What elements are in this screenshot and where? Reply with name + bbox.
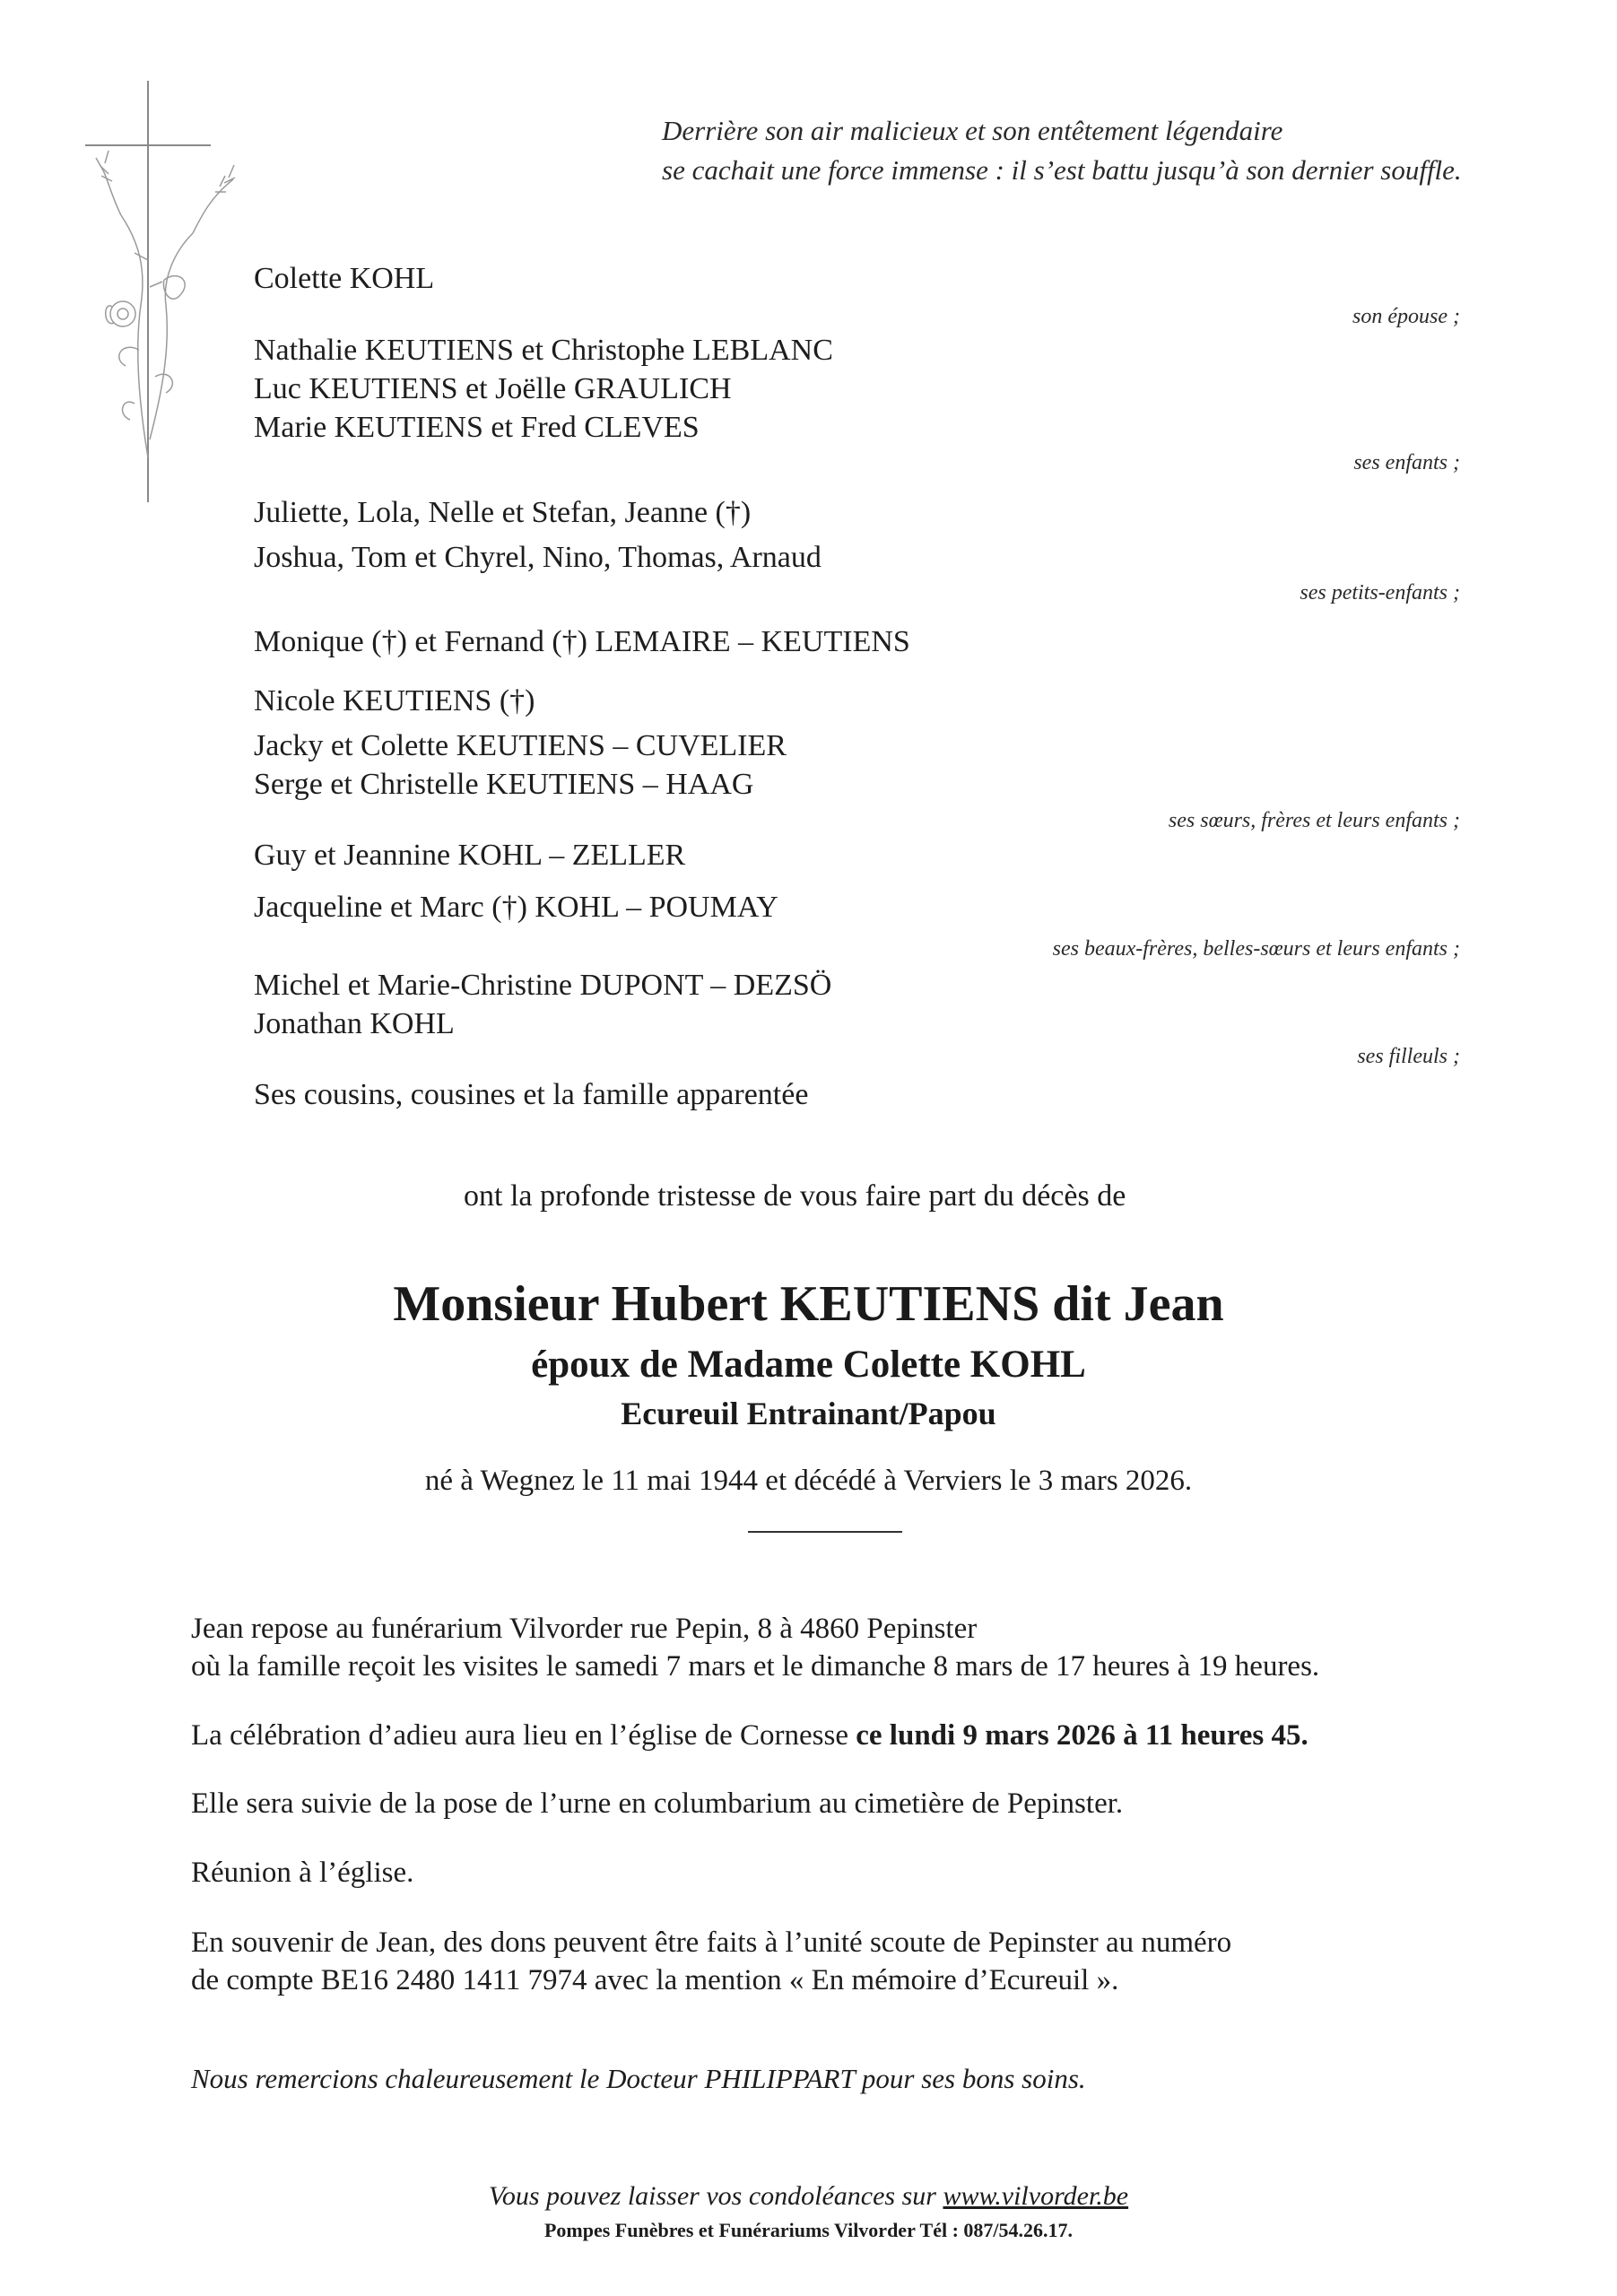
reunion-line: Réunion à l’église.: [191, 1857, 414, 1889]
thanks-line: Nous remercions chaleureusement le Docteur PHILIPPART pour ses bons soins.: [191, 2063, 1086, 2094]
quote-line-2: se cachait une force immense : il s’est battu jusqu’à son dernier souffle.: [662, 154, 1462, 186]
deceased-name: Monsieur Hubert KEUTIENS dit Jean: [393, 1276, 1224, 1332]
donation-line-1: En souvenir de Jean, des dons peuvent être faits à l’unité scoute de Pepinster au numéro: [191, 1926, 1232, 1959]
celebration-text: La célébration d’adieu aura lieu en l’église de Cornesse: [191, 1719, 856, 1752]
inlaw-2: Jacqueline et Marc (†) KOHL – POUMAY: [254, 891, 778, 924]
condolences-line: [0, 2181, 1617, 2212]
quote-line-1: Derrière son air malicieux et son entêtement légendaire: [662, 115, 1283, 146]
godchildren-role: ses filleuls ;: [1357, 1045, 1460, 1068]
godchild-1: Michel et Marie-Christine DUPONT – DEZSÖ: [254, 969, 832, 1002]
child-1: Nathalie KEUTIENS et Christophe LEBLANC: [254, 334, 833, 367]
inlaws-role: ses beaux-frères, belles-sœurs et leurs enfants ;: [1052, 937, 1460, 961]
grandchildren-1: Juliette, Lola, Nelle et Stefan, Jeanne (†): [254, 496, 752, 529]
child-2: Luc KEUTIENS et Joëlle GRAULICH: [254, 372, 732, 405]
celebration-date: ce lundi 9 mars 2026 à 11 heures 45.: [856, 1719, 1308, 1752]
columbarium-line: Elle sera suivie de la pose de l’urne en columbarium au cimetière de Pepinster.: [191, 1787, 1124, 1820]
grandchildren-role: ses petits-enfants ;: [1300, 581, 1460, 604]
repose-line-1: Jean repose au funérarium Vilvorder rue Pepin, 8 à 4860 Pepinster: [191, 1613, 978, 1645]
deceased-spouse-line: époux de Madame Colette KOHL: [531, 1344, 1086, 1386]
siblings-role: ses sœurs, frères et leurs enfants ;: [1168, 809, 1460, 832]
condolences-text: Vous pouvez laisser vos condoléances sur: [488, 2181, 943, 2211]
sibling-4: Serge et Christelle KEUTIENS – HAAG: [254, 768, 754, 801]
sibling-2: Nicole KEUTIENS (†): [254, 684, 535, 718]
children-role: ses enfants ;: [1353, 451, 1460, 474]
footer-company: Pompes Funèbres et Funérariums Vilvorder Tél : 087/54.26.17.: [543, 2219, 1074, 2241]
spouse-name: Colette KOHL: [254, 262, 435, 295]
celebration-line: [191, 1719, 1308, 1752]
divider: [748, 1531, 902, 1533]
child-3: Marie KEUTIENS et Fred CLEVES: [254, 411, 700, 444]
godchild-2: Jonathan KOHL: [254, 1007, 455, 1040]
donation-line-2: de compte BE16 2480 1411 7974 avec la mention « En mémoire d’Ecureuil ».: [191, 1964, 1119, 1996]
website-link[interactable]: www.vilvorder.be: [943, 2181, 1129, 2211]
sibling-1: Monique (†) et Fernand (†) LEMAIRE – KEUTIENS: [254, 625, 910, 658]
deceased-dates: né à Wegnez le 11 mai 1944 et décédé à Verviers le 3 mars 2026.: [424, 1465, 1193, 1497]
deceased-nickname: Ecureuil Entrainant/Papou: [621, 1396, 996, 1431]
repose-line-2: où la famille reçoit les visites le samedi 7 mars et le dimanche 8 mars de 17 heures à 19 heures.: [191, 1650, 1320, 1683]
sibling-3: Jacky et Colette KEUTIENS – CUVELIER: [254, 729, 787, 762]
cross-flower-icon: [85, 81, 256, 511]
cousins-line: Ses cousins, cousines et la famille apparentée: [254, 1078, 809, 1111]
grandchildren-2: Joshua, Tom et Chyrel, Nino, Thomas, Arnaud: [254, 541, 822, 574]
spouse-role: son épouse ;: [1352, 305, 1460, 328]
inlaw-1: Guy et Jeannine KOHL – ZELLER: [254, 839, 686, 872]
announcement-text: ont la profonde tristesse de vous faire part du décès de: [464, 1179, 1126, 1213]
